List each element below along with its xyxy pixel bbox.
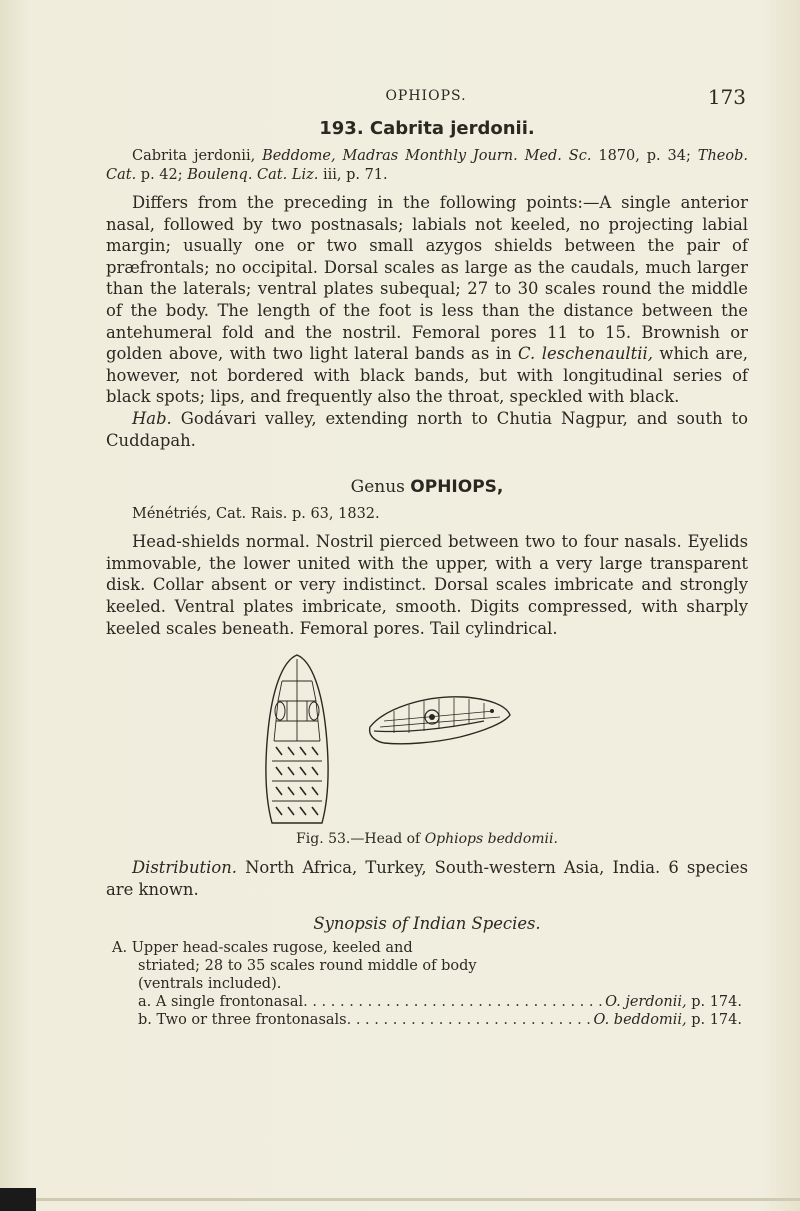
ref-text: Cabrita jerdonii, <box>132 148 263 164</box>
genus-reference: Ménétriés, Cat. Rais. p. 63, 1832. <box>132 506 380 523</box>
lizard-head-dorsal-illustration <box>242 651 352 827</box>
scan-edge-mark <box>0 1188 36 1211</box>
key-species: O. jerdonii, <box>605 994 687 1011</box>
distribution-text: North Africa, Turkey, South-western Asia, India. 6 species are known. <box>106 858 748 899</box>
genus-prefix: Genus <box>350 477 411 498</box>
key-species: O. beddomii, <box>593 1012 687 1029</box>
genus-name: OPHIOPS, <box>410 477 504 498</box>
key-label: b. Two or three frontonasals <box>138 1012 347 1029</box>
description-species-name: C. leschenaultii, <box>518 344 653 364</box>
species-description <box>106 192 748 408</box>
key-page: p. 174. <box>686 1012 742 1029</box>
description-text: which are, however, not bordered with black bands, but with longitudinal series of black spots; lips, and frequently also the throat, speckled with black. <box>106 344 749 407</box>
leader-dots <box>347 1011 594 1029</box>
lizard-head-lateral-illustration <box>364 681 514 761</box>
description-text: Differs from the preceding in the following points:—A single anterior nasal, followed by two postnasals; labials not keeled, no projecting labial margin; usually one or two small azygos shields between the pair of præfrontals; no occipital. Dorsal scales as large as the caudals, much larger than the laterals; ventral plates subequal; 27 to 30 scales round the middle of the body. The length of the foot is less than the distance between the antehumeral fold and the nostril. Femoral pores 11 to 15. Brownish or golden above, with two light lateral bands as in <box>106 193 748 364</box>
caption-text: Fig. 53.—Head of <box>296 831 425 848</box>
running-head: OPHIOPS. <box>385 88 467 104</box>
key-page: p. 174. <box>686 994 742 1011</box>
habitat-paragraph <box>106 408 748 451</box>
key-row-a <box>138 993 742 1011</box>
figure-caption <box>106 831 748 847</box>
key-label: a. A single frontonasal <box>138 994 304 1011</box>
habitat-label: Hab. <box>132 408 172 428</box>
key-row-b <box>138 1011 742 1029</box>
key-result <box>594 1011 742 1029</box>
habitat-text: Godávari valley, extending north to Chutia Nagpur, and south to Cuddapah. <box>106 408 748 450</box>
ref-text: p. 42; <box>136 167 188 183</box>
caption-species: Ophiops beddomii. <box>424 831 558 848</box>
page-content <box>106 118 748 1029</box>
genus-description: Head-shields normal. Nostril pierced between two to four nasals. Eyelids immovable, the lower united with the upper, with a very large transparent disk. Collar absent or very indistinct. Dorsal scales imbricate and strongly keeled. Ventral plates imbricate, smooth. Digits compressed, with sharply keeled scales beneath. Femoral pores. Tail cylindrical. <box>106 532 748 638</box>
synopsis-heading: Synopsis of Indian Species. <box>313 914 541 934</box>
ref-text: 1870, p. 34; <box>591 148 698 164</box>
ref-source: Beddome, Madras Monthly Journ. Med. Sc. <box>262 148 592 164</box>
scan-edge-line <box>36 1198 800 1201</box>
page-number: 173 <box>707 85 746 109</box>
genus-heading <box>106 477 748 497</box>
ref-source: Boulenq. Cat. Liz. <box>187 167 319 183</box>
key-result <box>605 993 742 1011</box>
species-title: 193. Cabrita jerdonii. <box>319 118 535 139</box>
ref-text: iii, p. 71. <box>318 167 388 183</box>
synopsis-group-a: A. Upper head-scales rugose, keeled and striated; 28 to 35 scales round middle of body (ventrals included). <box>112 940 477 993</box>
figure-53 <box>106 651 748 827</box>
leader-dots <box>303 993 605 1011</box>
ref-source: Theob. Cat. <box>106 148 748 183</box>
distribution-paragraph <box>106 857 748 900</box>
distribution-label: Distribution. <box>132 858 237 878</box>
species-reference <box>106 147 748 185</box>
page-header <box>106 85 746 114</box>
